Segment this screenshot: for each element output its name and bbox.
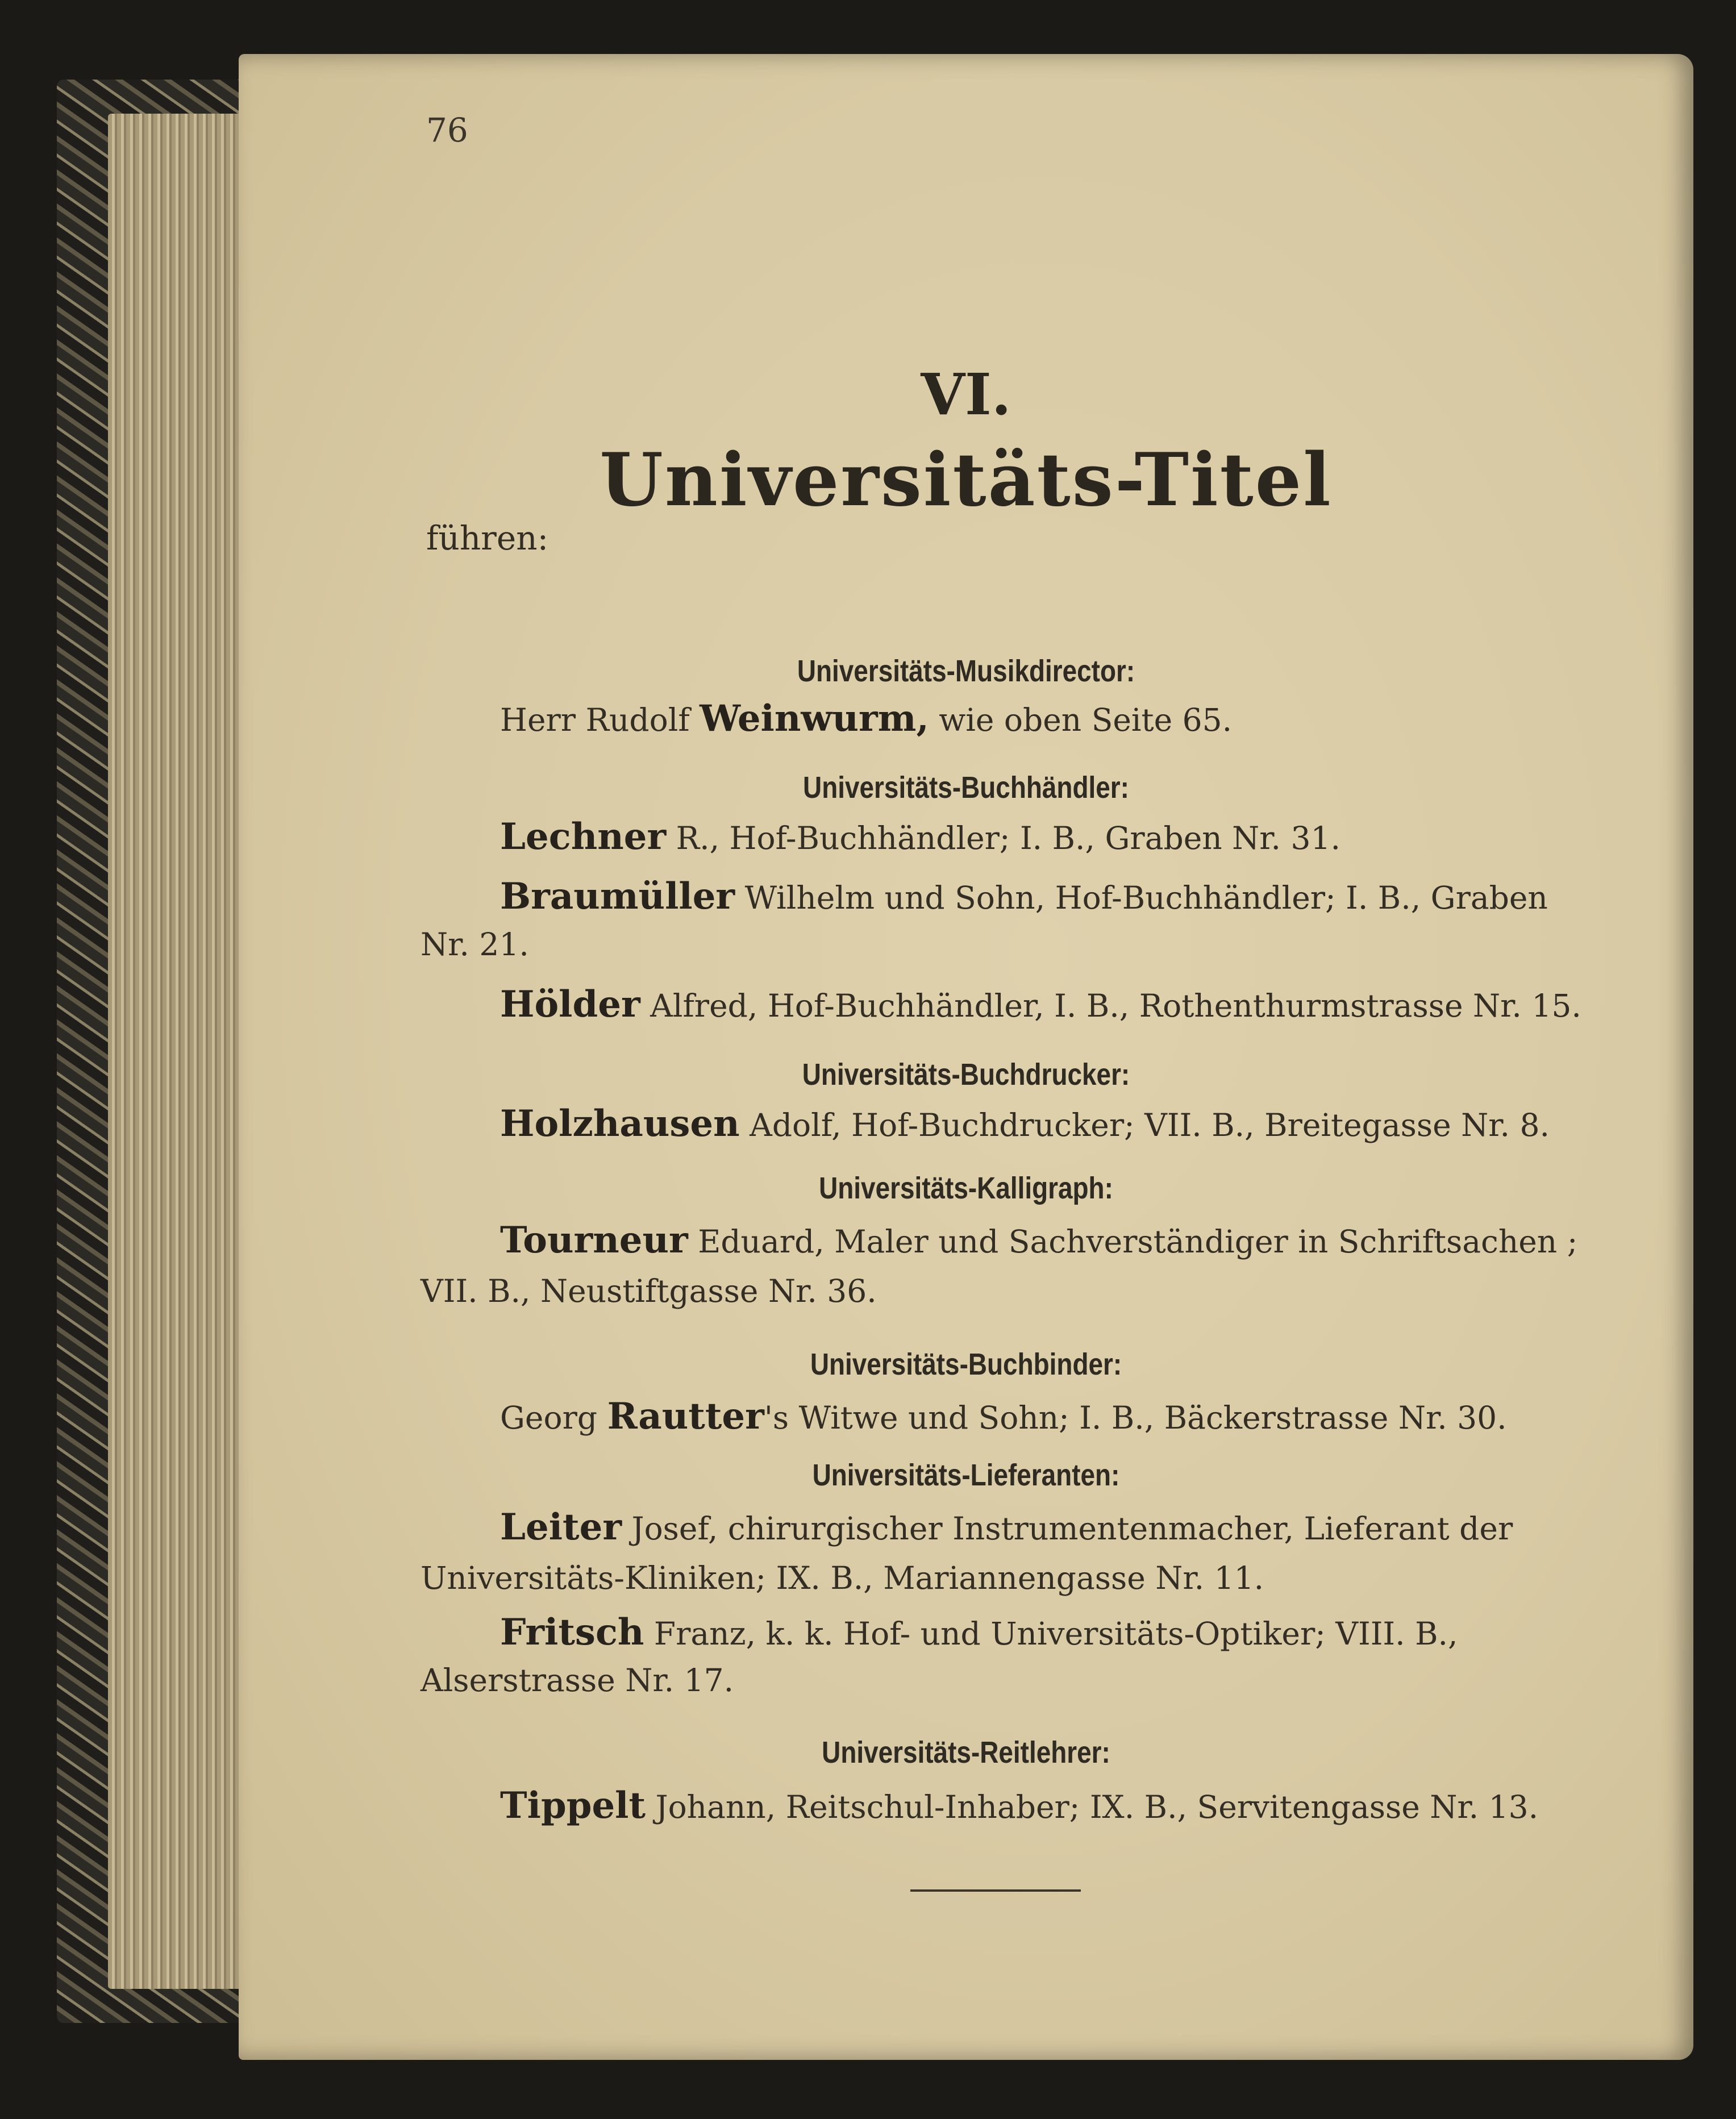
entry-line <box>500 1611 1458 1654</box>
entry-prefix: Georg <box>500 1400 607 1436</box>
entry-name: Hölder <box>500 983 640 1026</box>
entry-continuation: Alserstrasse Nr. 17. <box>421 1662 734 1698</box>
entry-text: Eduard, Maler und Sachverständiger in Schriftsachen ; <box>688 1223 1578 1260</box>
entry-name: Lechner <box>500 815 667 858</box>
entry-line <box>500 1784 1538 1827</box>
closing-rule <box>910 1889 1081 1892</box>
entry-name: Holzhausen <box>500 1102 740 1145</box>
entry-text: 's Witwe und Sohn; I. B., Bäckerstrasse Nr. 30. <box>764 1400 1507 1436</box>
page-number: 76 <box>426 111 468 149</box>
section-heading: Universitäts-Buchdrucker: <box>802 1058 1130 1092</box>
page-edges <box>108 114 250 1989</box>
entry-prefix: Herr Rudolf <box>500 702 700 738</box>
section-heading: Universitäts-Kalligraph: <box>819 1171 1113 1205</box>
entry-text: Josef, chirurgischer Instrumentenmacher, Lieferant der <box>622 1510 1513 1547</box>
entry-name: Leiter <box>500 1506 622 1548</box>
entry-line <box>500 1219 1577 1262</box>
entry-name: Fritsch <box>500 1611 644 1654</box>
entry-line <box>500 983 1581 1026</box>
entry-continuation: VII. B., Neustiftgasse Nr. 36. <box>421 1273 877 1309</box>
entry-line <box>500 1102 1550 1145</box>
section-heading: Universitäts-Buchbinder: <box>810 1347 1122 1381</box>
entry-name: Tippelt <box>500 1784 646 1827</box>
entry-text: Franz, k. k. Hof- und Universitäts-Optiker; VIII. B., <box>644 1616 1458 1652</box>
entry-line <box>500 1506 1513 1548</box>
entry-line <box>500 1395 1507 1438</box>
section-heading: Universitäts-Musikdirector: <box>797 654 1135 688</box>
entry-name: Tourneur <box>500 1219 688 1262</box>
entry-name: Rautter <box>607 1395 764 1438</box>
page-title: Universitäts-Titel <box>600 438 1333 523</box>
entry-line <box>500 697 1232 740</box>
section-heading: Universitäts-Buchhändler: <box>803 771 1129 805</box>
entry-text: Alfred, Hof-Buchhändler, I. B., Rothenthurmstrasse Nr. 15. <box>640 988 1581 1024</box>
entry-continuation: Nr. 21. <box>421 926 529 963</box>
section-heading: Universitäts-Lieferanten: <box>812 1458 1120 1492</box>
entry-text: Johann, Reitschul-Inhaber; IX. B., Servitengasse Nr. 13. <box>646 1789 1539 1825</box>
entry-text: Wilhelm und Sohn, Hof-Buchhändler; I. B., Graben <box>735 880 1548 916</box>
entry-text: wie oben Seite 65. <box>929 702 1233 738</box>
book-page <box>239 54 1693 2060</box>
entry-line <box>500 815 1340 858</box>
intro-text: führen: <box>426 519 549 557</box>
entry-name: Braumüller <box>500 875 735 918</box>
entry-text: R., Hof-Buchhändler; I. B., Graben Nr. 31. <box>666 820 1340 856</box>
entry-continuation: Universitäts-Kliniken; IX. B., Mariannengasse Nr. 11. <box>421 1560 1264 1596</box>
entry-line <box>500 875 1548 918</box>
entry-name: Weinwurm, <box>700 697 929 740</box>
entry-text: Adolf, Hof-Buchdrucker; VII. B., Breitegasse Nr. 8. <box>739 1107 1550 1143</box>
chapter-number: VI. <box>921 361 1011 428</box>
section-heading: Universitäts-Reitlehrer: <box>822 1735 1110 1770</box>
